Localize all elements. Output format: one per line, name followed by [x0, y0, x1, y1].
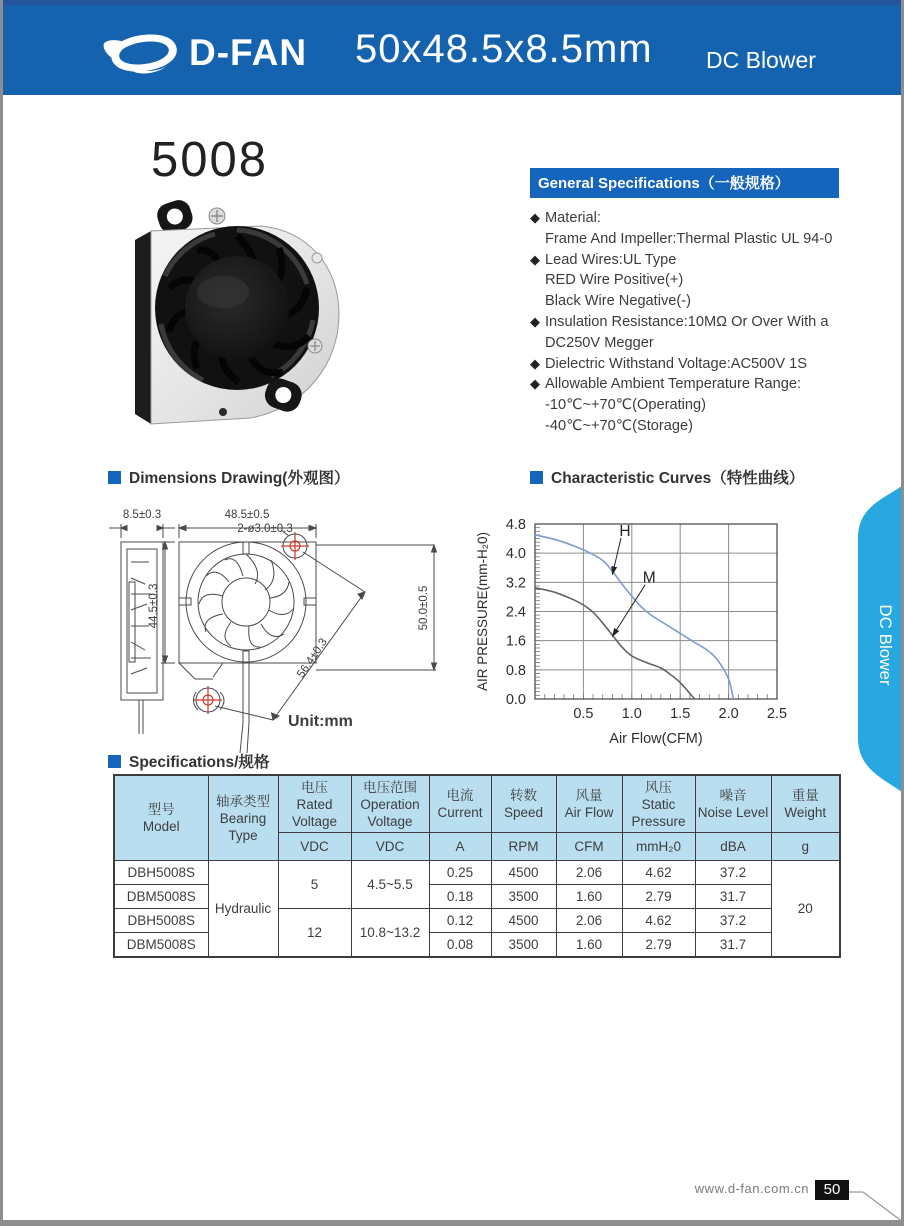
diamond-bullet-icon: ◆ — [530, 251, 540, 267]
col-header-current: 电流 Current — [429, 775, 491, 833]
unit-g: g — [771, 833, 840, 861]
table-row: DBH5008S 12 10.8~13.2 0.12 4500 2.06 4.62 37.2 — [114, 909, 840, 933]
unit-dba: dBA — [695, 833, 771, 861]
svg-text:1.0: 1.0 — [621, 706, 642, 722]
spec-item: RED Wire Positive(+) — [545, 272, 684, 289]
dim-thickness-label: 8.5±0.3 — [122, 509, 162, 521]
col-header-noise: 噪音 Noise Level — [695, 775, 771, 833]
page-bottom-border — [3, 1220, 901, 1226]
side-tab-label: DC Blower — [876, 604, 895, 686]
svg-text:3.2: 3.2 — [505, 575, 526, 592]
diamond-bullet-icon: ◆ — [530, 210, 540, 225]
characteristic-curves-chart — [473, 503, 808, 755]
col-header-speed: 转数 Speed — [491, 775, 556, 833]
svg-text:0.0: 0.0 — [505, 692, 526, 708]
diamond-bullet-icon: ◆ — [530, 313, 540, 329]
footer-website: www.d-fan.com.cn — [694, 1181, 809, 1196]
svg-text:M: M — [642, 569, 656, 587]
col-header-model: 型号 Model — [114, 775, 208, 861]
model-number: 5008 — [151, 133, 269, 187]
dimensions-section-title: Dimensions Drawing(外观图） — [108, 466, 349, 488]
svg-text:H: H — [619, 523, 631, 541]
unit-mmh2o: mmH₂0 — [622, 833, 695, 861]
col-header-operation-voltage: 电压范围 Operation Voltage — [351, 775, 429, 833]
spec-item: Frame And Impeller:Thermal Plastic UL 94-0 — [545, 230, 833, 247]
dim-body-label: 50.0±0.5 — [418, 585, 430, 631]
unit-a: A — [429, 833, 491, 861]
col-header-weight: 重量 Weight — [771, 775, 840, 833]
dim-holes-label: 2-ø3.0±0.3 — [237, 523, 293, 535]
svg-text:1.6: 1.6 — [505, 633, 526, 650]
section-marker-icon — [530, 471, 543, 484]
spec-item: ◆ Lead Wires:UL Type — [530, 250, 839, 271]
svg-text:1.5: 1.5 — [670, 706, 691, 722]
unit-label: Unit:mm — [288, 713, 353, 730]
fan-product-photo — [111, 196, 351, 444]
page-number-badge: 50 — [815, 1180, 849, 1200]
col-header-pressure: 风压 Static Pressure — [622, 775, 695, 833]
specifications-section-title: Specifications/规格 — [108, 750, 269, 772]
spec-item: Black Wire Negative(-) — [545, 293, 691, 310]
col-header-airflow: 风量 Air Flow — [556, 775, 622, 833]
unit-vdc: VDC — [351, 833, 429, 861]
spec-item: -40℃~+70℃(Storage) — [545, 417, 693, 434]
dim-height-label: 44.5±0.3 — [148, 583, 160, 629]
unit-cfm: CFM — [556, 833, 622, 861]
spec-item: -10℃~+70℃(Operating) — [545, 397, 706, 414]
section-marker-icon — [108, 471, 121, 484]
product-category: DC Blower — [706, 47, 816, 73]
header-bar — [3, 0, 901, 95]
dimensions-drawing — [103, 492, 503, 782]
svg-text:2.4: 2.4 — [505, 604, 526, 621]
svg-text:2.0: 2.0 — [718, 706, 739, 722]
col-header-rated-voltage: 电压 Rated Voltage — [278, 775, 351, 833]
spec-item: ◆ Insulation Resistance:10MΩ Or Over With a — [530, 312, 839, 333]
spec-item: ◆ Dielectric Withstand Voltage:AC500V 1S — [530, 354, 839, 375]
general-specifications-panel — [530, 168, 839, 437]
unit-rpm: RPM — [491, 833, 556, 861]
spec-item: ◆ Allowable Ambient Temperature Range: — [530, 374, 839, 395]
table-row: DBH5008S Hydraulic 5 4.5~5.5 0.25 4500 2.06 4.62 37.2 20 — [114, 861, 840, 885]
table-row: DBM5008S 0.18 3500 1.60 2.79 31.7 — [114, 885, 840, 909]
product-size: 50x48.5x8.5mm — [355, 27, 653, 71]
general-specifications-title: General Specifications（一般规格） — [530, 168, 839, 198]
svg-text:AIR PRESSURE(mm-H₂0): AIR PRESSURE(mm-H₂0) — [475, 531, 490, 692]
brand-logo — [103, 29, 307, 77]
specifications-table — [113, 774, 841, 958]
unit-vdc: VDC — [278, 833, 351, 861]
col-header-bearing: 轴承类型 Bearing Type — [208, 775, 278, 861]
svg-text:0.8: 0.8 — [505, 662, 526, 679]
dim-diagonal-label: 56.4±0.3 — [295, 636, 330, 681]
svg-text:Air Flow(CFM): Air Flow(CFM) — [609, 731, 703, 747]
brand-name: D-FAN — [189, 32, 308, 73]
table-row: DBM5008S 0.08 3500 1.60 2.79 31.7 — [114, 933, 840, 958]
dfan-swoosh-icon — [103, 29, 185, 77]
spec-item: ◆ Material: — [530, 208, 839, 229]
side-tab — [852, 480, 904, 800]
svg-text:0.5: 0.5 — [573, 706, 594, 722]
svg-text:4.0: 4.0 — [505, 546, 526, 563]
svg-text:4.8: 4.8 — [505, 517, 526, 533]
svg-text:2.5: 2.5 — [766, 706, 788, 722]
spec-item: DC250V Megger — [545, 334, 654, 351]
diamond-bullet-icon: ◆ — [530, 355, 540, 371]
curves-section-title: Characteristic Curves（特性曲线） — [530, 466, 804, 488]
dim-width-label: 48.5±0.5 — [224, 509, 270, 521]
general-specifications-list — [530, 208, 839, 437]
diamond-bullet-icon: ◆ — [530, 376, 540, 392]
